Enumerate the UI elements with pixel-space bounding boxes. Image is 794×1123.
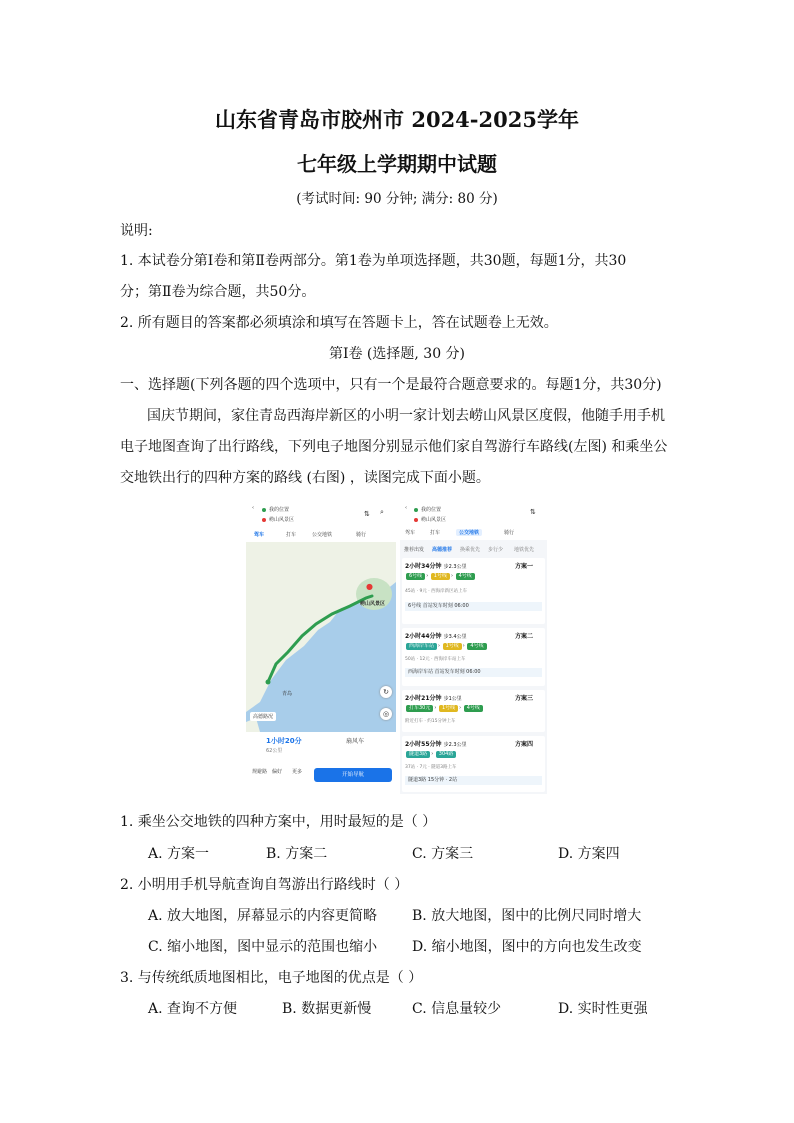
plan-walk: 步1公里 <box>443 696 462 702</box>
q1-option-c[interactable]: C. 方案三 <box>412 846 474 862</box>
transit-header <box>400 500 547 540</box>
line-badge: 西海岸车站 <box>406 643 437 650</box>
question-1-stem: 1. 乘坐公交地铁的四种方案中，用时最短的是（ ） <box>120 814 437 830</box>
q2-option-c[interactable]: C. 缩小地图，图中显示的范围也缩小 <box>148 939 378 955</box>
q2-option-b[interactable]: B. 放大地图，图中的比例尺同时增大 <box>412 908 642 924</box>
plan-detail-strip: 隧道3路 15分钟 · 2站 <box>405 776 542 785</box>
q1-option-b[interactable]: B. 方案二 <box>266 846 328 862</box>
mode-tabs <box>400 526 547 540</box>
transit-plan-1[interactable] <box>402 558 545 624</box>
transit-plans-screenshot <box>400 500 547 794</box>
note-1-line1: 1. 本试卷分第Ⅰ卷和第Ⅱ卷两部分。第1卷为单项选择题，共30题，每题1分，共30 <box>120 253 627 269</box>
line-badge: 1号线 <box>431 573 450 580</box>
route-summary-card <box>246 732 396 794</box>
plan-time: 2小时44分钟 <box>405 633 442 640</box>
tab-transit[interactable]: 公交地铁 <box>312 532 333 538</box>
origin-label: 我的位置 <box>269 507 290 513</box>
plan-walk: 步3.4公里 <box>443 634 467 640</box>
line-badge: 6号线 <box>406 573 425 580</box>
plan-route: 打车30元 › 1号线 › 4号线 <box>405 705 484 712</box>
line-badge: 隧道3路 <box>406 751 430 758</box>
tab-bike[interactable]: 骑行 <box>504 530 515 536</box>
route-header <box>246 500 396 542</box>
driving-route-screenshot <box>246 500 396 794</box>
line-badge: 4号线 <box>464 705 483 712</box>
notes-heading: 说明: <box>120 223 153 239</box>
destination-label: 崂山风景区 <box>269 517 295 523</box>
back-icon[interactable]: ‹ <box>405 505 407 511</box>
plan-time: 2小时34分钟 <box>405 563 442 570</box>
q1-option-d[interactable]: D. 方案四 <box>558 846 620 862</box>
plan-detail-strip: 6号线 首站发车时刻 06:00 <box>405 602 542 611</box>
q2-option-d[interactable]: D. 缩小地图，图中的方向也发生改变 <box>412 939 642 955</box>
map-label-laoshan: 崂山风景区 <box>360 601 386 607</box>
filter-departure[interactable]: 推荐出发 <box>404 547 425 553</box>
destination-label: 崂山风景区 <box>421 517 447 523</box>
driving-map[interactable] <box>246 542 396 732</box>
plan-name: 方案三 <box>514 695 533 702</box>
toolbar-more[interactable]: 更多 <box>292 769 303 775</box>
q1-option-a[interactable]: A. 方案一 <box>148 846 210 862</box>
passage-line-3: 交地铁出行的四种方案的路线 (右图) ，读图完成下面小题。 <box>120 470 490 486</box>
line-badge: 304路 <box>436 751 457 758</box>
note-1-line2: 分；第Ⅱ卷为综合题，共50分。 <box>120 284 316 300</box>
route-duration[interactable]: 1小时20分 <box>266 737 302 745</box>
plan-time: 2小时55分钟 <box>405 741 442 748</box>
filter-fewer-transfers[interactable]: 换乘优先 <box>460 547 481 553</box>
locate-icon[interactable]: ◎ <box>380 708 392 720</box>
transit-plan-2[interactable] <box>402 628 545 686</box>
plan-name: 方案四 <box>514 741 533 748</box>
q3-option-c[interactable]: C. 信息量较少 <box>412 1001 502 1017</box>
question-3-stem: 3. 与传统纸质地图相比，电子地图的优点是（ ） <box>120 970 423 986</box>
plan-info: 附近打车 · 约15分钟上车 <box>405 719 456 724</box>
filter-recommended[interactable]: 高德推荐 <box>432 547 453 553</box>
toolbar-prefs[interactable]: 偏好 <box>272 769 283 775</box>
tab-taxi[interactable]: 打车 <box>430 530 441 536</box>
line-badge: 4号线 <box>467 643 486 650</box>
exam-time-score: (考试时间: 90 分钟; 满分: 80 分) <box>296 191 498 207</box>
line-badge: 1号线 <box>443 643 462 650</box>
tab-drive[interactable]: 驾车 <box>254 532 265 538</box>
q3-option-b[interactable]: B. 数据更新慢 <box>282 1001 372 1017</box>
section-instruction: 一、选择题(下列各题的四个选项中，只有一个是最符合题意要求的。每题1分，共30分) <box>120 377 662 393</box>
traffic-layer-button[interactable]: 高德路况 <box>250 712 276 721</box>
back-icon[interactable]: ‹ <box>252 505 254 511</box>
destination-pin-icon: ● <box>366 582 373 591</box>
swap-icon[interactable]: ⇅ <box>530 508 536 516</box>
plan-info: 37站 · 7元 · 隧道3路上车 <box>405 765 457 770</box>
q2-option-a[interactable]: A. 放大地图，屏幕显示的内容更简略 <box>148 908 378 924</box>
plan-time: 2小时21分钟 <box>405 695 442 702</box>
toolbar-avoid[interactable]: 规避路 <box>252 769 268 775</box>
question-2-stem: 2. 小明用手机导航查询自驾游出行路线时（ ） <box>120 877 409 893</box>
line-badge: 1号线 <box>439 705 458 712</box>
origin-label: 我的位置 <box>421 507 442 513</box>
start-navigation-button[interactable]: 开始导航 <box>314 768 392 782</box>
tab-transit[interactable]: 公交地铁 <box>456 529 482 536</box>
q3-option-a[interactable]: A. 查询不方便 <box>148 1001 238 1017</box>
plan-name: 方案一 <box>514 563 533 570</box>
swap-icon[interactable]: ⇅ <box>364 510 370 518</box>
refresh-icon[interactable]: ↻ <box>380 686 392 698</box>
section-title: 第Ⅰ卷 (选择题, 30 分) <box>328 346 466 362</box>
exam-title: 山东省青岛市胶州市 2024-2025学年 <box>215 107 579 132</box>
plan-route: 6号线 › 1号线 › 4号线 <box>405 573 476 580</box>
tab-drive[interactable]: 驾车 <box>405 530 416 536</box>
map-graphic <box>246 542 396 732</box>
transit-plan-3[interactable] <box>402 690 545 732</box>
exam-subtitle-title: 七年级上学期期中试题 <box>297 152 497 176</box>
plan-name: 方案二 <box>514 633 533 640</box>
search-icon[interactable]: ⌕ <box>380 508 384 516</box>
filter-less-walk[interactable]: 步行少 <box>488 547 504 553</box>
map-label-qingdao: 青岛 <box>282 691 293 697</box>
q3-option-d[interactable]: D. 实时性更强 <box>558 1001 648 1017</box>
passage-line-2: 电子地图查询了出行路线，下列电子地图分别显示他们家自驾游行车路线(左图) 和乘坐公 <box>120 439 668 455</box>
line-badge: 打车30元 <box>406 705 433 712</box>
alt-route[interactable]: 扇风车 <box>346 738 365 745</box>
plan-route: 隧道3路 › 304路 <box>405 751 457 758</box>
plan-info: 50站 · 12元 · 西海岸车站上车 <box>405 657 466 662</box>
mode-tabs <box>246 528 396 542</box>
plan-route: 西海岸车站 › 1号线 › 4号线 <box>405 643 488 650</box>
plan-detail-strip: 西海岸车站 首站发车时刻 06:00 <box>405 668 542 677</box>
tab-taxi[interactable]: 打车 <box>286 532 297 538</box>
route-distance: 62公里 <box>266 748 283 754</box>
plan-walk: 步2.3公里 <box>443 742 467 748</box>
plan-walk: 步2.3公里 <box>443 564 467 570</box>
note-2: 2. 所有题目的答案都必须填涂和填写在答题卡上，答在试题卷上无效。 <box>120 315 558 331</box>
plan-info: 45站 · 9元 · 西海岸新区站上车 <box>405 589 468 594</box>
filter-subway-first[interactable]: 地铁优先 <box>514 547 535 553</box>
transit-plan-4[interactable] <box>402 736 545 792</box>
tab-bike[interactable]: 骑行 <box>356 532 367 538</box>
line-badge: 4号线 <box>456 573 475 580</box>
passage-line-1: 国庆节期间，家住青岛西海岸新区的小明一家计划去崂山风景区度假，他随手用手机 <box>147 408 665 424</box>
